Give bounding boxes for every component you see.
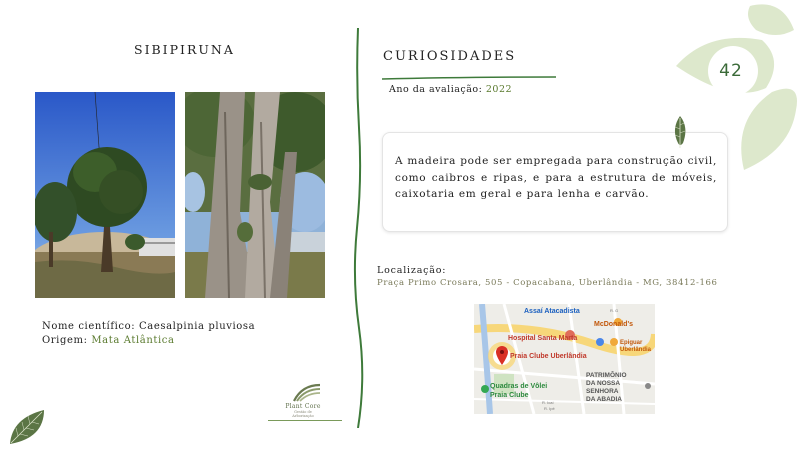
map-label-epiguar-city: Uberlândia bbox=[620, 347, 652, 353]
map-street-3: R. G bbox=[610, 308, 619, 313]
tree-trunk-photo bbox=[185, 92, 325, 298]
logo-name: Plant Core bbox=[285, 403, 321, 410]
location-map[interactable] bbox=[474, 304, 655, 414]
map-label-patrimonio-4: DA ABADIA bbox=[586, 396, 622, 403]
map-street-1: R. Ipê bbox=[544, 406, 555, 411]
vertical-divider bbox=[352, 28, 364, 432]
origin-value: Mata Atlântica bbox=[91, 335, 175, 346]
map-label-assai: Assaí Atacadista bbox=[524, 308, 580, 315]
map-label-quadras-1: Quadras de Vôlei bbox=[490, 383, 548, 390]
scientific-name-value: Caesalpinia pluviosa bbox=[139, 321, 256, 332]
section-title: CURIOSIDADES bbox=[383, 49, 517, 64]
year-label: Ano da avaliação: bbox=[389, 84, 483, 95]
map-label-hospital: Hospital Santa Marta bbox=[508, 335, 578, 342]
corner-leaf-icon bbox=[8, 408, 48, 450]
tree-photo-wide bbox=[35, 92, 175, 298]
page-number: 42 bbox=[719, 61, 743, 81]
map-label-quadras-2: Praia Clube bbox=[490, 392, 529, 399]
map-label-mcdonalds: McDonald's bbox=[594, 321, 634, 328]
scientific-name-line bbox=[42, 321, 255, 332]
map-label-patrimonio-3: SENHORA bbox=[586, 388, 619, 395]
location-address: Praça Primo Crosara, 505 - Copacabana, Uberlândia - MG, 38412-166 bbox=[377, 278, 718, 288]
scientific-name-label: Nome científico: bbox=[42, 321, 136, 332]
map-street-2: R. Icaí bbox=[542, 400, 554, 405]
species-title: SIBIPIRUNA bbox=[134, 42, 235, 57]
map-label-epiguar: Epiguar bbox=[620, 340, 643, 346]
map-label-praia: Praia Clube Uberlândia bbox=[510, 353, 587, 360]
map-label-patrimonio-1: PATRIMÔNIO bbox=[586, 372, 627, 379]
logo-tagline: Gestão de Arborização bbox=[292, 410, 314, 418]
year-value: 2022 bbox=[485, 84, 513, 95]
map-label-patrimonio-2: DA NOSSA bbox=[586, 380, 621, 387]
title-underline bbox=[382, 66, 557, 85]
origin-line bbox=[42, 335, 175, 346]
logo-underline bbox=[268, 420, 342, 421]
curiosity-text: A madeira pode ser empregada para construção civil, como caibros e ripas, e para a estrutura de móveis, caixotaria em geral e para lenha e carvão. bbox=[395, 155, 717, 200]
location-label: Localização: bbox=[377, 265, 447, 276]
evaluation-year-line bbox=[389, 84, 512, 95]
origin-label: Origem: bbox=[42, 335, 88, 346]
